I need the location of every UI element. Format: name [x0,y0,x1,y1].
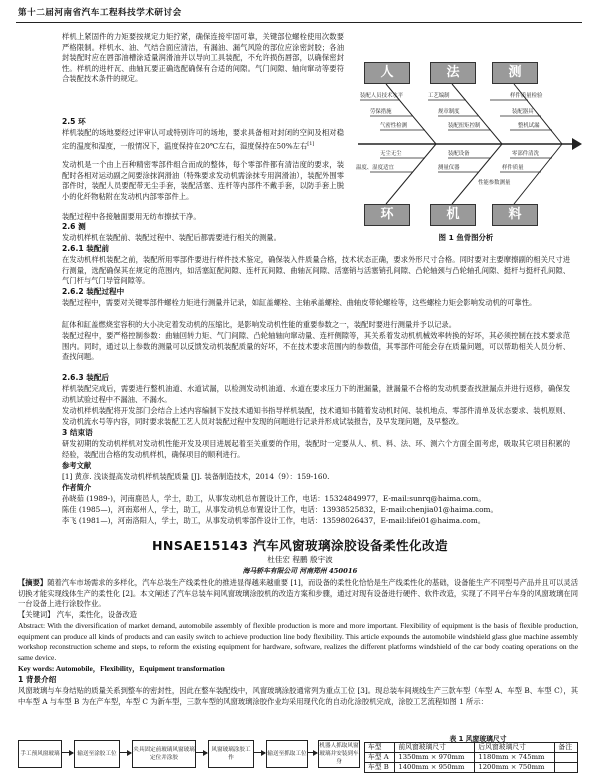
fishbone-branch-label: 温度、湿度适宜 [356,165,394,171]
paragraph-2-6-2b: 缸体和缸盖燃烧室容积的大小决定着发动机的压缩比，是影响发动机性能的重要参数之一，装配时要进行测量并予以记录。 [62,320,457,329]
windshield-size-table [364,742,578,773]
fishbone-branch-label: 装配人员技术水平 [360,93,404,99]
flow-arrow [119,752,131,753]
author-bio-title: 作者简介 [62,483,92,492]
fishbone-box-people: 人 [364,62,410,84]
table-cell: 1400mm × 950mm [395,763,475,773]
fishbone-branch-label: 规章制度 [438,109,460,115]
paragraph-2-6-2a: 装配过程中，需要对关键零部件螺栓力矩进行测量并记录，如缸盖螺栓、主轴承盖螺栓、曲轴皮带轮螺栓等，这些螺栓力矩会影响发动机的可靠性。 [62,298,537,307]
fishbone-box-material: 料 [492,204,538,226]
running-header: 第十二届河南省汽车工程科技学术研讨会 [18,8,182,18]
fishbone-branch-label: 工艺编制 [428,93,450,99]
table-cell [555,763,578,773]
table-header-cell: 前风窗玻璃尺寸 [395,743,475,753]
heading-3: 3 结束语 [62,428,93,437]
paragraph-2-6: 发动机样机在装配前、装配过程中、装配后都需要进行相关的测量。 [62,233,281,242]
table-caption: 表 1 风窗玻璃尺寸 [449,735,507,743]
flow-arrow [253,752,265,753]
article-affiliation: 海马轿车有限公司 河南郑州 450016 [242,567,358,575]
keywords-en: Key words: Automobile，Flexibility，Equipment transformation [18,664,225,673]
author-bio-3: 李飞 (1981—)，河南洛阳人，学士，助工，从事发动机零部件设计工作，电话：13598026437，E-mail:lifei01@haima.com。 [62,516,486,525]
paragraph-2-6-2c: 装配过程中，要严格控制参数：曲轴回转力矩、气门间隙、凸轮轴轴向窜动量、连杆侧隙等，其关系着发动机机械效率转换的好坏，其必须控制在技术要求范围内。同时，通过以上参数的测量可以反馈发动机装配质量的好坏，不在技术要求范围内的参数值，其零部件可能会存在质量问题，可以帮助相关人员分析、查找问题。 [62,331,570,362]
flow-step-2: 输送至涂胶工位 [74,740,120,768]
flow-step-1: 手工预风窗玻璃 [18,740,62,768]
fishbone-diagram [350,58,582,228]
heading-2-6-2: 2.6.2 装配过程中 [62,287,125,296]
fishbone-branch-label: 测量仪器 [438,165,460,171]
keywords-cn: 【关键词】 汽车，柔性化，设备改造 [18,610,138,619]
flow-step-4: 风窗玻璃涂胶工作 [208,740,254,768]
paragraph-2-6-3b: 发动机样机装配将开发部门会结合上述内容编制下发技术通知书指导样机装配，技术通知书随着发动机时间、装机地点、零部件清单及状态要求、装机原则、发动机流水号等内容，同时要求装配工艺人员对装配过程中发现的问题进行记录并形成试装报告，及早发现问题，及早整改。 [62,406,570,426]
table-row [365,763,578,773]
author-bio-2: 陈佳 (1985—)，河南郑州人，学士，助工，从事发动机总布置设计工作，电话：13938525832，E-mail:chenjia01@haima.com。 [62,505,498,514]
table-header-cell: 后风窗玻璃尺寸 [475,743,555,753]
fishbone-branch-label: 气密性检测 [380,123,407,129]
heading-2-5: 2.5 环 [62,117,86,126]
flow-step-3: 夹具固定前玻璃风窗玻璃定位并涂胶 [132,740,196,768]
fishbone-branch-label: 装配设备 [448,151,470,157]
process-flowchart [18,740,358,772]
table-cell: 车型 B [365,763,395,773]
reference-1: [1] 黄彦. 浅谈提高发动机样机装配质量 [J]. 装备制造技术，2014（9）：159-160. [62,472,330,481]
fishbone-branch-label: 零部件清洗 [512,151,539,157]
table-cell: 1180mm × 745mm [475,753,555,763]
fishbone-branch-label: 整机试漏 [518,123,540,129]
table-row [365,753,578,763]
flow-step-5: 输送至抓取工位 [266,740,308,768]
flow-arrow [195,752,207,753]
paragraph-2-5c: 装配过程中各接触面要用无纺布擦拭干净。 [62,212,201,221]
figure-caption: 图 1 鱼骨图分析 [438,233,494,242]
abstract-cn: 【摘要】随着汽车市场需求的多样化，汽车总装生产线柔性化的推进显得越来越重要 [1]，而设备的柔性化恰恰是生产线柔性化的基础，设备能生产不同型号产品并且可以灵活切换才能实现线体生产的柔性化 [2]。本文阐述了汽车总装车间风窗玻璃涂胶机的改造方案和步骤，通过对现有设备进行硬件、软件改造，实现了不同平台车身的风窗玻璃在同一台设备上进行涂胶作业。 [18,578,579,609]
article-authors: 杜佳宏 程鹏 殷宇波 [267,555,333,564]
table-header-cell: 车型 [365,743,395,753]
fishbone-box-environment: 环 [364,204,410,226]
flow-arrow [307,752,317,753]
paragraph-2-5b: 发动机是一个由上百种精密零部件组合而成的整体，每个零部件都有清洁度的要求，装配时各相对运动副之间要涂抹润滑油（特殊要求发动机需涂抹专用润滑油），装配外围零部件时，装配人员要配带无尘手套，装配活塞、连杆等内部件不戴手套，以防手套上脱小的化纤物粘附在发动机内部零部件上。 [62,160,344,201]
fishbone-branch-label: 样件质量 [502,165,524,171]
paragraph-2-6-3a: 样机装配完成后，需要进行整机油道、水道试漏，以检测发动机油道、水道在要求压力下的泄漏量，泄漏量不合格的发动机要查找泄漏点并进行返修，确保发动机试验过程中不漏油、不漏水。 [62,384,570,404]
paragraph-intro: 样机上紧固件的力矩要按规定力矩拧紧，确保连接牢固可靠，关键部位螺栓使用次数要严格限制。样机水、油、气结合面应清洁，有漏油、漏气风险的部位应涂密封胶；各油封装配时应在唇部油槽涂适量润滑油并以导向工具装配，不允许损伤唇部，以确保密封性。样机的进杆瓦、曲轴瓦要正确选配确保有合适的间隙。气门间隙、轴向窜动等要符合装配技术条件的规定。 [62,32,344,84]
heading-2-6: 2.6 测 [62,222,86,231]
table-cell: 1350mm × 970mm [395,753,475,763]
fishbone-box-method: 法 [430,62,476,84]
abstract-en: Abstract: With the diversification of market demand, automobile assembly of flexible production is more and more important. Flexibility of equipment is the basis of flexible production, equipment can produce all kinds of products and can easily switch to achieve production line body flexibility. This article expounds the automobile windshield glass glue machine assembly workshop reconstruction scheme and steps, to reform the existing equipment for hardware, software, realizes the different platforms windshield of the car body coating operations on the same device. [18,621,578,662]
heading-2-6-1: 2.6.1 装配前 [62,244,110,253]
paragraph-2-5a: 样机装配的场地要经过评审认可或特别许可的场地，要求具备相对封闭的空间及相对稳定的温度和湿度，一般情况下，温度保持在20℃左右，湿度保持在50%左右[1] [62,128,344,151]
table-cell: 车型 A [365,753,395,763]
table-header-cell: 备注 [555,743,578,753]
fishbone-branch-label: 装配扭矩控制 [448,123,481,129]
references-title: 参考文献 [62,461,92,470]
paragraph-background: 风窗玻璃与车身结贴的质量关系到整车的密封性，因此在整车装配线中，风窗玻璃涂胶通常列为重点工位 [3]。现总装车间规线生产三款车型（车型 A、车型 B、车型 C），其中车型 A 与车型 B 为在产车型，车型 C 为新车型，三款车型的风窗玻璃涂胶作业均采用现代化的自动化涂胶机完成，涂胶工艺流程如图 1 所示： [18,686,578,706]
paragraph-2-6-1: 在发动机样机装配之前，装配所用零部件要进行样件技术鉴定，确保装入件质量合格，技术状态正确，要求外形尺寸合格。同时要对主要摩擦副的相关尺寸进行测量，选配确保其在规定的范围内，如活塞缸配间隙、连杆瓦间隙、曲轴瓦间隙、活塞销与活塞销孔间隙、凸轮轴颈与凸轮轴孔间隙、挺杆与挺杆孔间隙、气门杆与气门导管间隙等。 [62,255,570,286]
table-header-row [365,743,578,753]
header-rule [16,22,582,23]
heading-2-6-3: 2.6.3 装配后 [62,373,110,382]
heading-1-background: 1 背景介绍 [18,675,57,684]
table-cell: 1200mm × 750mm [475,763,555,773]
article-title: HNSAE15143 汽车风窗玻璃涂胶设备柔性化改造 [151,538,448,553]
paragraph-3: 研发初期的发动机样机对发动机性能开发及项目进展起着至关重要的作用，装配时一定要从人、机、料、法、环、测六个方面全面考虑，吸取其它项目积累的经验，装配出合格的发动机样机，确保项目的顺利进行。 [62,439,570,459]
citation-1: [1] [307,140,315,147]
fishbone-branch-label: 无尘无尘 [380,151,402,157]
flow-step-6: 机器人抓取风窗玻璃并安装到车身 [318,740,360,768]
flow-arrow [61,752,73,753]
table-cell [555,753,578,763]
fishbone-box-machine: 机 [430,204,476,226]
fishbone-branch-label: 装配器具 [512,109,534,115]
fishbone-branch-label: 劳保措施 [370,109,392,115]
fishbone-branch-label: 样件质量检验 [510,93,543,99]
fishbone-box-measure: 测 [492,62,538,84]
author-bio-1: 孙晓茹 (1989-)，河南鹿邑人，学士，助工，从事发动机总布置设计工作，电话：15324849977，E-mail:sunrq@haima.com。 [62,494,486,503]
fishbone-branch-label: 性能参数测量 [478,180,511,186]
